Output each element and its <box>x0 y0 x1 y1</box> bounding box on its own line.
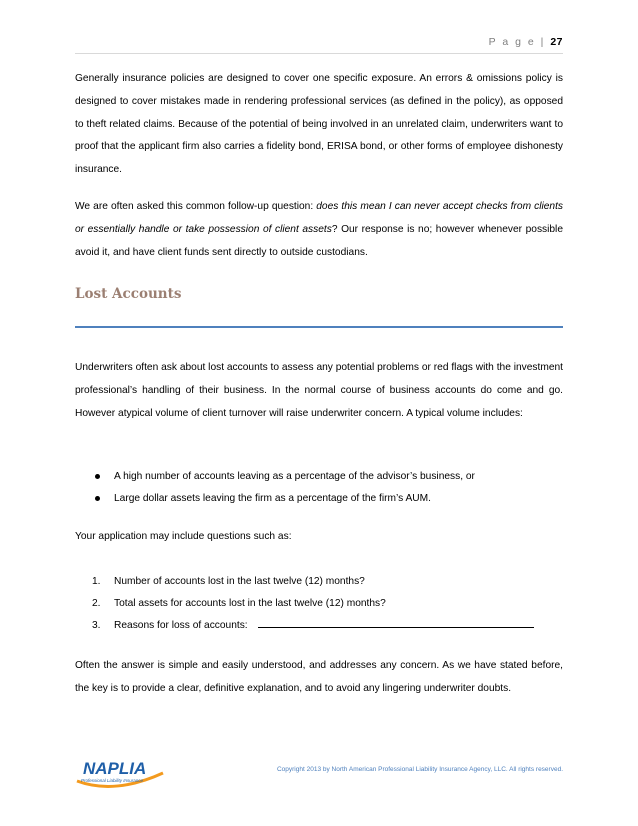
paragraph-lost-accounts: Underwriters often ask about lost accounts to assess any potential problems or red flags with the investment professional’s handling of their business. In the normal course of business accounts do come and go. However atypical volume of client turnover will raise underwriter concern. A typical volume includes: <box>75 362 563 419</box>
item-number: 2. <box>92 598 101 609</box>
section-divider <box>75 326 563 328</box>
header-divider <box>75 53 563 54</box>
section-heading-lost-accounts: Lost Accounts <box>75 286 182 302</box>
bullet-text: A high number of accounts leaving as a percentage of the advisor’s business, or <box>114 471 475 482</box>
item-text: Total assets for accounts lost in the last twelve (12) months? <box>114 598 386 609</box>
naplia-logo <box>75 755 165 793</box>
paragraph-follow-up-question <box>75 196 563 264</box>
bullet-dot-icon <box>95 496 100 501</box>
p2-text-before: We are often asked this common follow-up question: <box>75 201 317 212</box>
page-number: 27 <box>550 36 563 48</box>
logo-wordmark: NAPLIA <box>83 759 147 778</box>
numbered-list <box>92 571 562 637</box>
numbered-item <box>92 615 562 637</box>
bullet-item <box>95 466 555 488</box>
item-number: 1. <box>92 576 101 587</box>
numbered-item <box>92 593 562 615</box>
page-number-header <box>489 36 563 48</box>
logo-tagline: Professional Liability Insurance <box>81 778 144 783</box>
bullet-dot-icon <box>95 474 100 479</box>
footer-copyright: Copyright 2013 by North American Professional Liability Insurance Agency, LLC. All rights reserved. <box>276 766 563 773</box>
paragraph-insurance-policies: Generally insurance policies are designed to cover one specific exposure. An errors & omissions policy is designed to cover mistakes made in rendering professional services (as defined in the policy), as opposed to theft related claims. Because of the potential of being involved in an unrelated claim, underwriters want to proof that the applicant firm also carries a fidelity bond, ERISA bond, or other forms of employee dishonesty insurance. <box>75 73 563 176</box>
numbered-item <box>92 571 562 593</box>
item-number: 3. <box>92 620 101 631</box>
bullet-item <box>95 488 555 510</box>
page-label: P a g e | <box>488 36 546 48</box>
item-text: Number of accounts lost in the last twelve (12) months? <box>114 576 365 587</box>
item-text: Reasons for loss of accounts: <box>114 620 248 631</box>
bullet-list <box>95 466 555 510</box>
p2-text-after: ? Our response is no; however whenever possible avoid it, and have client funds sent directly to outside custodians. <box>75 223 563 258</box>
paragraph-application-questions: Your application may include questions such as: <box>75 531 292 542</box>
bullet-text: Large dollar assets leaving the firm as a percentage of the firm’s AUM. <box>114 493 431 504</box>
paragraph-closing: Often the answer is simple and easily understood, and addresses any concern. As we have stated before, the key is to provide a clear, definitive explanation, and to avoid any lingering underwriter doubts. <box>75 660 563 694</box>
p2-italic-question: does this mean I can never accept checks from clients or essentially handle or take possession of client assets <box>75 201 563 235</box>
answer-blank-line <box>258 617 534 628</box>
